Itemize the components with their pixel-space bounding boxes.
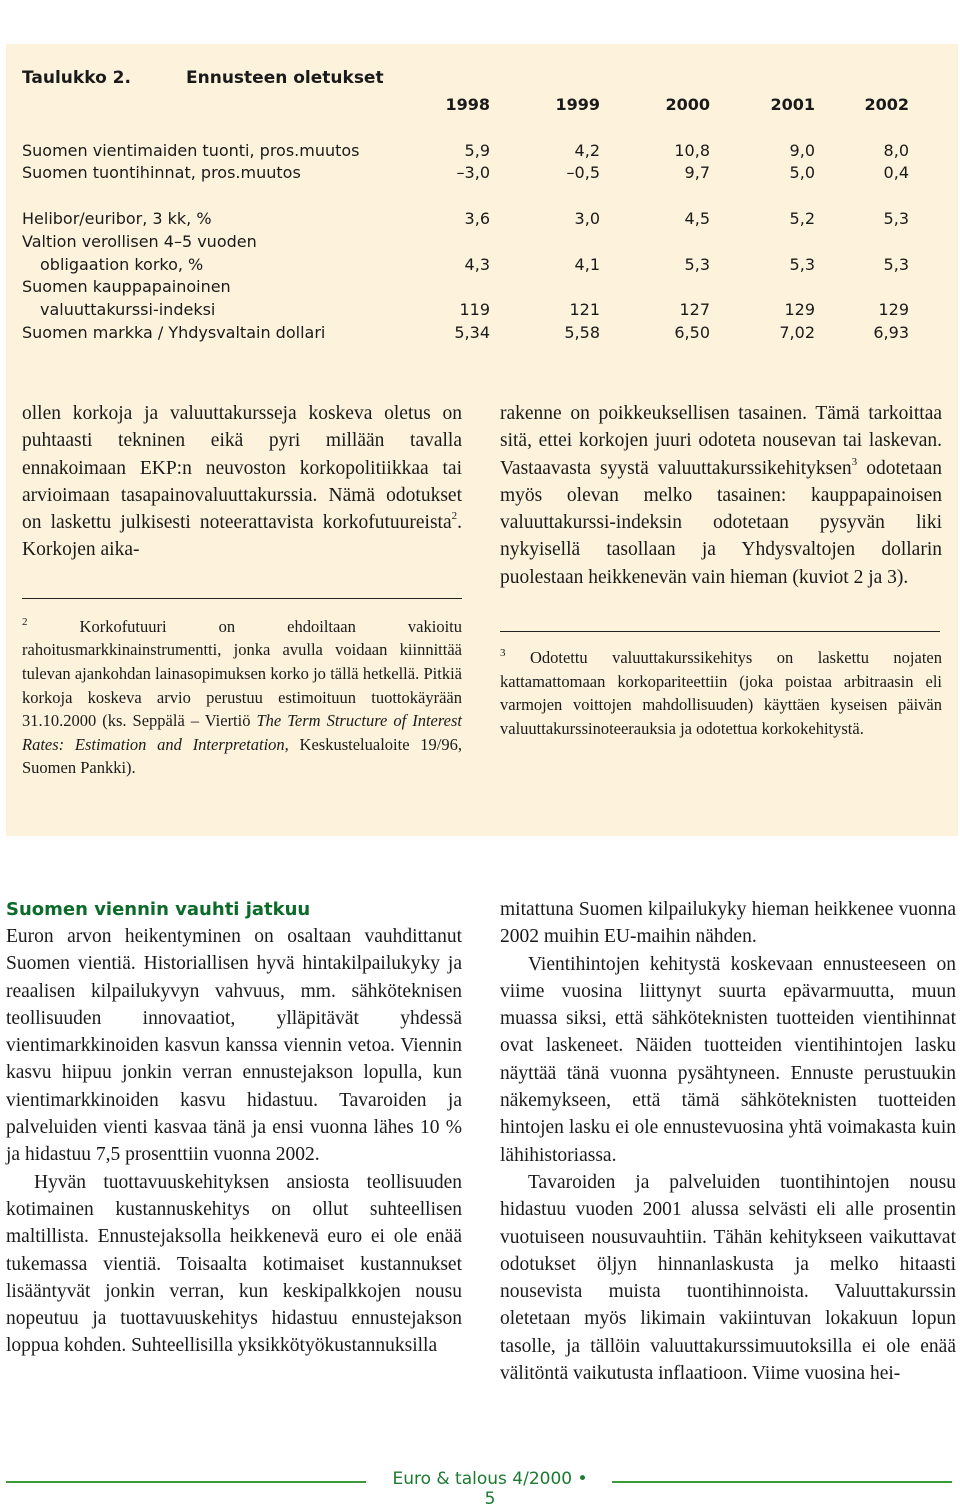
page-footer: [6, 1469, 952, 1509]
table-cell: 3,0: [574, 208, 600, 228]
table-cell: 5,9: [464, 140, 490, 160]
table-cell: 127: [679, 300, 710, 320]
table-cell: 129: [878, 300, 909, 320]
article-paragraph: Hyvän tuottavuuskehityksen ansiosta teollisuuden kotimainen kustannuskehitys on ollut suhteellisen maltillista. Ennustejaksolla heikkenevä euro ei ole enää tukemassa vientiä. Toisaalta kotimaiset kustannukset lisääntyvät jonkin verran, kun keskipalkkojen nousu nopeutuu ja tuottavuuskehitys hidastuu ennustejakson loppua kohden. Suhteellisilla yksikkötyökustannuksilla: [6, 1171, 462, 1357]
table-row: [22, 276, 922, 299]
row-label: Suomen kauppapainoinen: [22, 277, 231, 297]
table-row: [22, 208, 922, 231]
table-number: Taulukko 2.: [22, 68, 131, 88]
table-row: [22, 140, 922, 163]
box-right-column: [500, 400, 942, 740]
table-header-row: [22, 94, 922, 117]
footnote-ref: 3: [851, 455, 858, 468]
table-cell: 5,0: [789, 163, 815, 183]
table-cell: 129: [784, 300, 815, 320]
paragraph-text: . Korkojen aika-: [22, 512, 462, 561]
section-heading: Suomen viennin vauhti jatkuu: [6, 899, 311, 920]
table-cell: 5,34: [454, 322, 490, 342]
table-cell: 4,2: [574, 140, 600, 160]
footer-text: Euro & talous 4/2000 • 5: [392, 1469, 588, 1509]
year-header: 1998: [445, 95, 490, 114]
footnote-ref: 2: [451, 510, 458, 523]
table-cell: 121: [569, 300, 600, 320]
year-header: 2000: [665, 95, 710, 114]
box-paragraph: [22, 400, 462, 564]
cited-title: The Term Structure of Interest Rates: Estimation and Interpretation,: [22, 711, 462, 754]
paragraph-text: odotetaan myös olevan melko tasainen: kauppapainoisen valuuttakurssi-indeksin odotetaan pysyvän liki nykyisellä tasollaan ja Yhdysvaltojen dollarin puolestaan heikkenevän vain hieman (kuviot 2 ja 3).: [500, 457, 942, 588]
footnote-2: [22, 615, 462, 780]
footnote-text: Odotettu valuuttakurssikehitys on laskettu nojaten kattamattomaan korkopariteettiin (joka poistaa arbitraasin eli varmojen voittojen mahdollisuuden) käyttäen kyseisen päivän valuuttakurssinoteerauksia ja odotettua korkokehitystä.: [500, 648, 942, 738]
article-paragraph: mitattuna Suomen kilpailukyky hieman heikkenee vuonna 2002 muihin EU-maihin nähden.: [500, 899, 956, 948]
table-cell: 6,50: [674, 322, 710, 342]
table-cell: 5,2: [789, 208, 815, 228]
table-cell: 0,4: [883, 163, 909, 183]
table-row: [22, 299, 922, 322]
table-caption: [22, 68, 384, 88]
table-cell: 9,0: [789, 140, 815, 160]
article-left-column: [6, 896, 462, 1360]
row-label: obligaation korko, %: [40, 254, 204, 274]
table-row: [22, 322, 922, 345]
table-cell: 7,02: [779, 322, 815, 342]
box-left-column: [22, 400, 462, 780]
footnote-divider: [22, 598, 462, 599]
table-row: [22, 231, 922, 254]
row-label: Helibor/euribor, 3 kk, %: [22, 208, 212, 228]
table-cell: 4,5: [684, 208, 710, 228]
table-cell: 9,7: [684, 163, 710, 183]
table-row: [22, 162, 922, 185]
paragraph-text: rakenne on poikkeuksellisen tasainen. Tämä tarkoittaa sitä, ettei korkojen juuri odoteta nousevan tai laskevan. Vastaavasta syystä valuuttakurssikehityksen: [500, 403, 942, 479]
table-cell: 119: [459, 300, 490, 320]
table-cell: 5,58: [564, 322, 600, 342]
assumptions-table: [22, 94, 922, 345]
year-header: 1999: [555, 95, 600, 114]
table-cell: 5,3: [883, 254, 909, 274]
table-title: Ennusteen oletukset: [186, 68, 384, 88]
box-paragraph: [500, 400, 942, 591]
article-paragraph: Euron arvon heikentyminen on osaltaan vauhdittanut Suomen vientiä. Historiallisen hyvä hintakilpailukyky ja reaalisen kilpailukyvyn vahvuus, mm. sähköteknisen teollisuuden innovaatiot, ylläpitävät yhdessä vientimarkkinoiden kasvun kanssa viennin vetoa. Viennin kasvu hiipuu jonkin verran ennustejakson lopulla, kun vientimarkkinoiden kasvu hidastuu. Tavaroiden ja palveluiden vienti kasvaa tänä ja ensi vuonna lähes 10 % ja hidastuu 7,5 prosenttiin vuonna 2002.: [6, 926, 462, 1166]
article-paragraph: Tavaroiden ja palveluiden tuontihintojen nousu hidastuu vuoden 2001 alussa selvästi eli alle prosentin vuotuiseen nousuvauhtiin. Tähän kehitykseen vaikuttavat odotukset öljyn hinnanlaskusta ja melko hitaasti nousevista muista tuontihinnoista. Valuuttakurssin oletetaan myös likimain vakiintuvan lokakuun lopun tasolle, ja tällöin valuuttakurssimuutoksilla ei ole enää välitöntä vaikutusta inflaatioon. Viime vuosina hei-: [500, 1171, 956, 1385]
row-label: Suomen tuontihinnat, pros.muutos: [22, 163, 301, 183]
table-cell: 10,8: [674, 140, 710, 160]
table-cell: –0,5: [566, 163, 600, 183]
year-header: 2002: [864, 95, 909, 114]
row-label: Suomen vientimaiden tuonti, pros.muutos: [22, 140, 360, 160]
table-cell: 4,1: [574, 254, 600, 274]
table-cell: 6,93: [873, 322, 909, 342]
footnote-number: 2: [22, 615, 28, 628]
row-label: valuuttakurssi-indeksi: [40, 300, 216, 320]
table-cell: 5,3: [684, 254, 710, 274]
year-header: 2001: [770, 95, 815, 114]
table-cell: –3,0: [456, 163, 490, 183]
footer-rule-left: [6, 1481, 366, 1483]
table-row: [22, 254, 922, 277]
table-cell: 3,6: [464, 208, 490, 228]
table-cell: 8,0: [883, 140, 909, 160]
footnote-3: [500, 646, 942, 740]
table-cell: 4,3: [464, 254, 490, 274]
footnote-text: Keskustelualoite 19/96, Suomen Pankki).: [22, 734, 462, 778]
article-paragraph: Vientihintojen kehitystä koskevaan ennusteeseen on viime vuosina liittynyt suurta epävarmuutta, muun muassa siksi, että sähköteknisten tuotteiden vientihinnat ovat laskeneet. Näiden tuotteiden vientihintojen lasku näyttää tänä vuonna pysähtyneen. Ennuste perustuukin näkemykseen, että tämä sähköteknisten tuotteiden hintojen lasku ei ole ennustevuosina yhtä voimakasta kuin lähihistoriassa.: [500, 953, 956, 1166]
footnote-number: 3: [500, 647, 506, 660]
paragraph-text: ollen korkoja ja valuuttakursseja koskeva oletus on puhtaasti tekninen eikä pyri millään tavalla ennakoimaan EKP:n neuvoston korkopolitiikkaa tai arvioimaan tasapainovaluuttakurssia. Nämä odotukset on laskettu julkisesti noteerattavista korkofutuureista: [22, 403, 462, 534]
table-cell: 5,3: [789, 254, 815, 274]
footnote-text: Korkofutuuri on ehdoiltaan vakioitu rahoitusmarkkinainstrumentti, jonka avulla voidaan kiinnittää tulevan ajankohdan lainasopimuksen korko jo tällä hetkellä. Pitkiä korkoja koskeva arvio perustuu estimoituun tuottokäyrään 31.10.2000 (ks. Seppälä – Viertiö: [22, 616, 462, 731]
article-right-column: [500, 896, 956, 1387]
row-label: Suomen markka / Yhdysvaltain dollari: [22, 322, 326, 342]
table-cell: 5,3: [883, 208, 909, 228]
footer-rule-right: [612, 1481, 952, 1483]
row-label: Valtion verollisen 4–5 vuoden: [22, 231, 257, 251]
footnote-divider: [500, 631, 940, 632]
